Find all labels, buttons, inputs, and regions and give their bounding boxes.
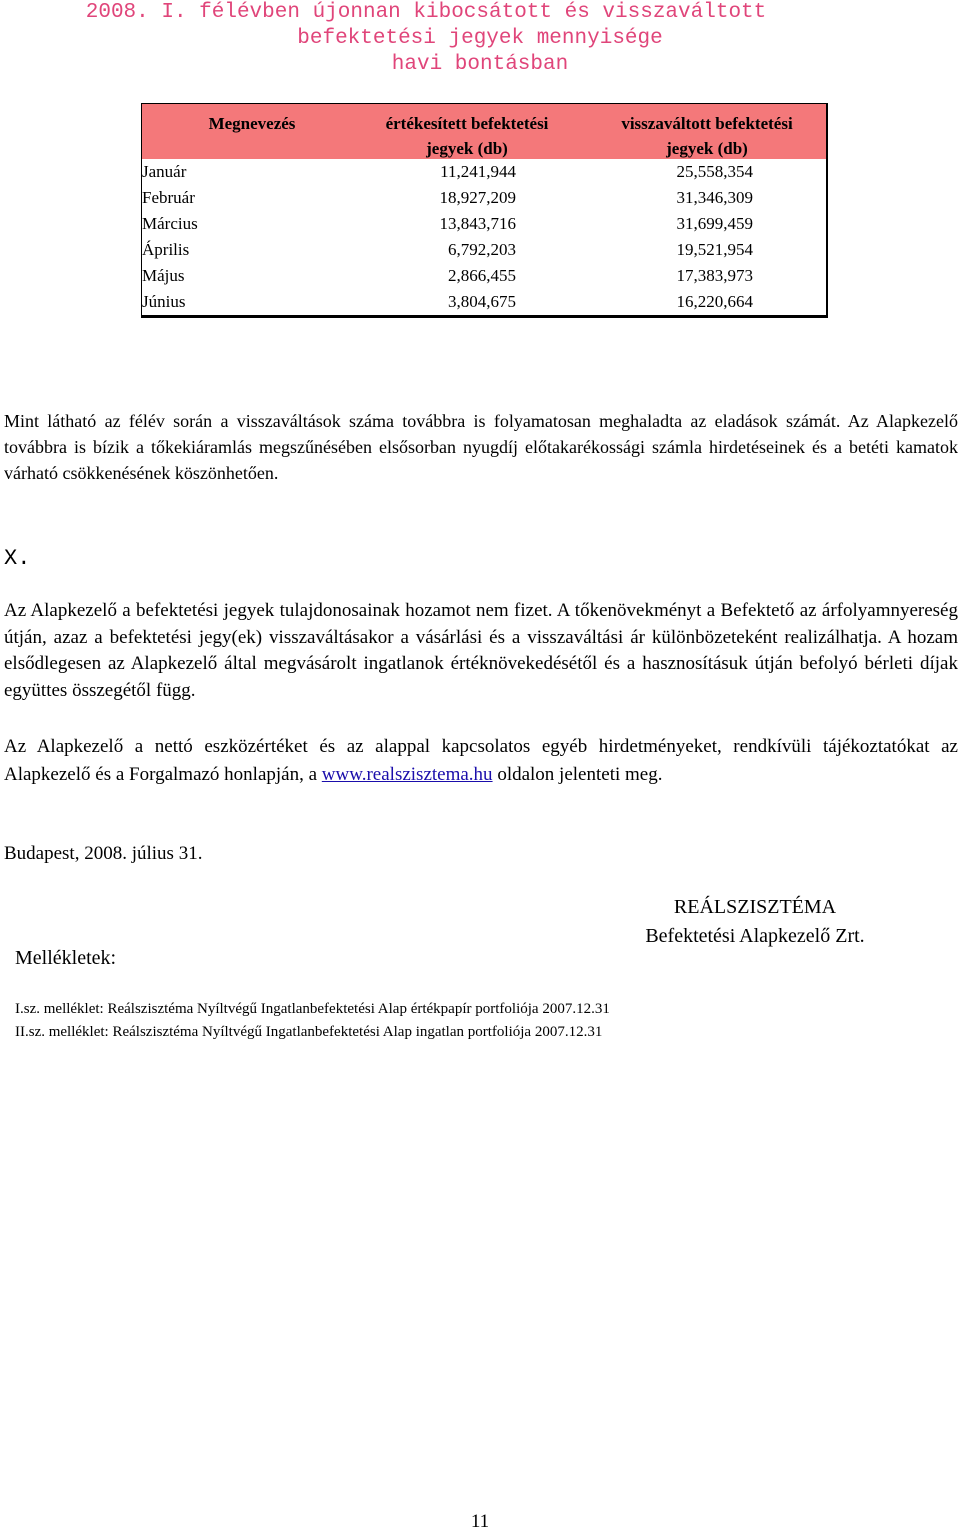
table-row [142,263,826,288]
sold-cell: 13,843,716 [439,214,516,233]
summary-paragraph: Mint látható az félév során a visszaváltások száma továbbra is folyamatosan meghaladta az eladások számát. Az Alapkezelő továbbra is bízik a tőkekiáramlás megszűnésében elsősorban nyugdíj előtakarékossági számla hirdetéseinek és a betéti kamatok várható csökkenésének köszönhetően. [4,411,958,483]
monthly-units-table [141,103,828,318]
attachments-heading: Mellékletek: [15,947,117,969]
header-redeemed: visszaváltott befektetési jegyek (db) [621,114,793,158]
title-line-2: befektetési jegyek mennyisége [297,27,663,50]
table-row [142,237,826,262]
signature-block [570,893,940,951]
sold-cell: 3,804,675 [448,292,516,311]
header-name: Megnevezés [208,114,296,133]
attachment-item: II.sz. melléklet: Reálszisztéma Nyíltvégű Ingatlanbefektetési Alap ingatlan portfoliója 2007.12.31 [15,1024,603,1040]
month-cell: Április [142,240,190,259]
month-cell: Január [142,162,187,181]
yield-paragraph: Az Alapkezelő a befektetési jegyek tulajdonosainak hozamot nem fizet. A tőkenövekményt a Befektető az árfolyamnyereség útján, azaz a befektetési jegy(ek) visszaváltásakor a vásárlási és a visszaváltási ár különbözeteként realizálhatja. A hozam elsődlegesen az Alapkezelő által megvásárolt ingatlanok értéknövekedésétől és a hasznosításuk útján befolyó bérleti díjak együttes összegétől függ. [4,600,958,701]
month-cell: Március [142,214,198,233]
table-row [142,159,826,184]
attachment-item: I.sz. melléklet: Reálszisztéma Nyíltvégű Ingatlanbefektetési Alap értékpapír portfoliója 2007.12.31 [15,1001,610,1017]
table-row [142,289,826,314]
month-cell: Június [142,292,186,311]
month-cell: Május [142,266,185,285]
sold-cell: 11,241,944 [440,162,516,181]
sold-cell: 18,927,209 [439,188,516,207]
table-row [142,211,826,236]
signature-subtitle: Befektetési Alapkezelő Zrt. [645,925,865,947]
redeemed-cell: 16,220,664 [676,292,753,311]
title-line-1: 2008. I. félévben újonnan kibocsátott és visszaváltott [85,1,767,24]
redeemed-cell: 19,521,954 [676,240,753,259]
title-line-3: havi bontásban [391,53,569,76]
website-link[interactable]: www.realszisztema.hu [321,763,493,785]
month-cell: Február [142,188,195,207]
redeemed-cell: 25,558,354 [676,162,753,181]
redeemed-cell: 31,346,309 [676,188,753,207]
sold-cell: 6,792,203 [448,240,516,259]
sold-cell: 2,866,455 [448,266,516,285]
publication-paragraph: Az Alapkezelő a nettó eszközértéket és az alappal kapcsolatos egyéb hirdetményeket, rendkívüli tájékoztatókat az Alapkezelő és a Forgalmazó honlapján, a www.realszisztema.hu oldalon jelenteti meg. [4,736,958,785]
date-line: Budapest, 2008. július 31. [4,843,203,864]
redeemed-cell: 17,383,973 [676,266,753,285]
table-header [142,104,826,159]
page-number: 11 [470,1511,490,1532]
header-sold: értékesített befektetési jegyek (db) [385,114,549,158]
section-label: X. [4,546,31,571]
signature-company: REÁLSZISZTÉMA [673,896,837,918]
redeemed-cell: 31,699,459 [676,214,753,233]
table-row [142,185,826,210]
page-title [0,0,960,78]
